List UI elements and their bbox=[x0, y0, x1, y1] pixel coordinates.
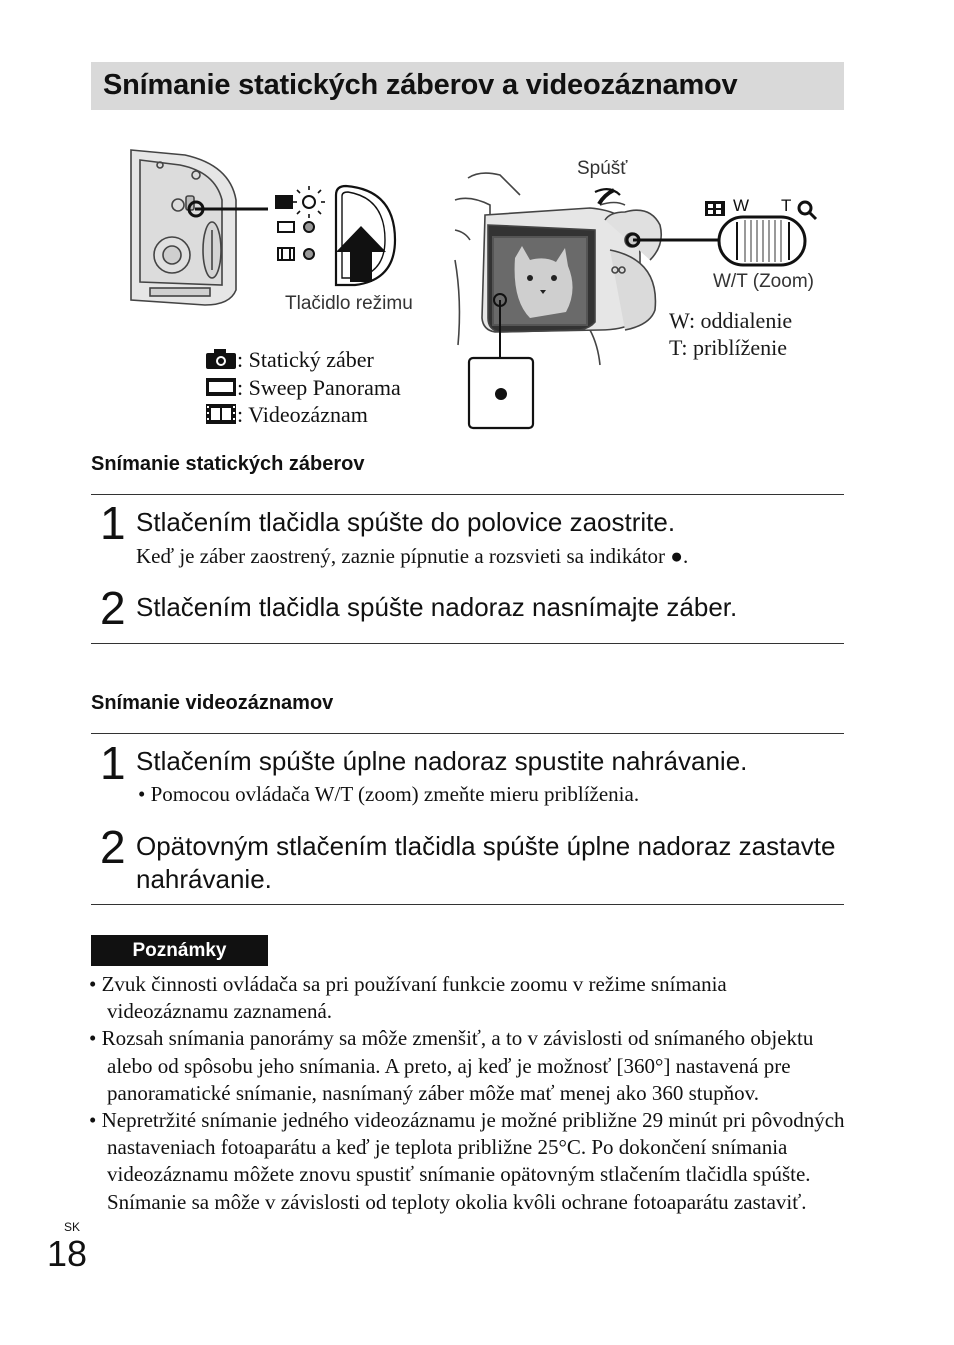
film-icon bbox=[205, 403, 237, 425]
legend-movie bbox=[205, 402, 368, 428]
step-number: 1 bbox=[100, 497, 126, 549]
divider bbox=[91, 904, 844, 905]
mode-arrow bbox=[336, 226, 386, 282]
notes-list bbox=[89, 971, 849, 1216]
zoom-t-letter: T bbox=[781, 196, 792, 215]
zoom-label: W/T (Zoom) bbox=[713, 271, 814, 292]
movie-section-heading: Snímanie videozáznamov bbox=[91, 692, 334, 714]
step-number: 2 bbox=[100, 821, 126, 873]
note-item: • Rozsah snímania panorámy sa môže zmenšiť, a to v závislosti od snímaného objektu alebo od spôsobu jeho snímania. A preto, aj keď je možnosť [360°] nastavená pre panoramatické snímanie, nasnímaný záber môže mať menej ako 360 stupňov. bbox=[89, 1025, 849, 1107]
zoom-w-letter: W bbox=[733, 196, 750, 215]
panorama-icon bbox=[205, 376, 237, 398]
zoom-w-description: W: oddialenie bbox=[669, 308, 793, 333]
step-number: 1 bbox=[100, 737, 126, 789]
step-text: Stlačením tlačidla spúšte nadoraz nasnímajte záber. bbox=[136, 592, 738, 622]
camera-icon bbox=[205, 348, 237, 370]
camera-back-illustration bbox=[131, 150, 236, 305]
camera-illustration bbox=[0, 0, 954, 460]
still-section-heading: Snímanie statických záberov bbox=[91, 453, 365, 475]
page-number: 18 bbox=[47, 1233, 88, 1274]
legend-still bbox=[205, 347, 374, 373]
step-number: 2 bbox=[100, 582, 126, 634]
page-language: SK bbox=[64, 1220, 81, 1234]
page-title: Snímanie statických záberov a videozáznamov bbox=[103, 69, 738, 101]
zoom-t-description: T: priblíženie bbox=[669, 335, 788, 360]
mode-icons bbox=[276, 186, 325, 260]
zoom-lever-illustration bbox=[719, 217, 805, 265]
divider bbox=[91, 733, 844, 734]
legend-panorama-text: : Sweep Panorama bbox=[237, 375, 401, 400]
zoom-w-grid-icon bbox=[705, 201, 725, 216]
legend-still-text: : Statický záber bbox=[237, 347, 374, 372]
step-text: Stlačením spúšte úplne nadoraz spustite nahrávanie. bbox=[136, 746, 748, 776]
divider bbox=[91, 643, 844, 644]
zoom-t-magnifier-icon bbox=[799, 202, 816, 219]
divider bbox=[91, 494, 844, 495]
step-subtext: Keď je záber zaostrený, zaznie pípnutie a rozsvieti sa indikátor ●. bbox=[136, 544, 689, 568]
note-item: • Nepretržité snímanie jedného videozáznamu je možné približne 29 minút pri pôvodných nastaveniach fotoaparátu a keď je teplota približne 25°C. Po dokončení snímania videozáznamu môžete znovu spustiť snímanie opätovným stlačením tlačidla spúšte. Snímanie sa môže v závislosti od teploty okolia kvôli ochrane fotoaparátu zastaviť. bbox=[89, 1107, 849, 1216]
shutter-label: Spúšť bbox=[577, 158, 628, 179]
step-text: Stlačením tlačidla spúšte do polovice zaostrite. bbox=[136, 507, 676, 537]
note-item: • Zvuk činnosti ovládača sa pri používaní funkcie zoomu v režime snímania videozáznamu zaznamená. bbox=[89, 971, 849, 1025]
legend-movie-text: : Videozáznam bbox=[237, 402, 368, 427]
cat-photo bbox=[494, 238, 586, 324]
notes-badge: Poznámky bbox=[91, 935, 268, 966]
step-subtext: • Pomocou ovládača W/T (zoom) zmeňte mieru priblíženia. bbox=[138, 782, 640, 806]
mode-button-label: Tlačidlo režimu bbox=[285, 293, 413, 314]
indicator-dot bbox=[495, 388, 507, 400]
step-text: Opätovným stlačením tlačidla spúšte úplne nadoraz zastavte nahrávanie. bbox=[136, 831, 836, 894]
legend-panorama bbox=[205, 375, 401, 401]
